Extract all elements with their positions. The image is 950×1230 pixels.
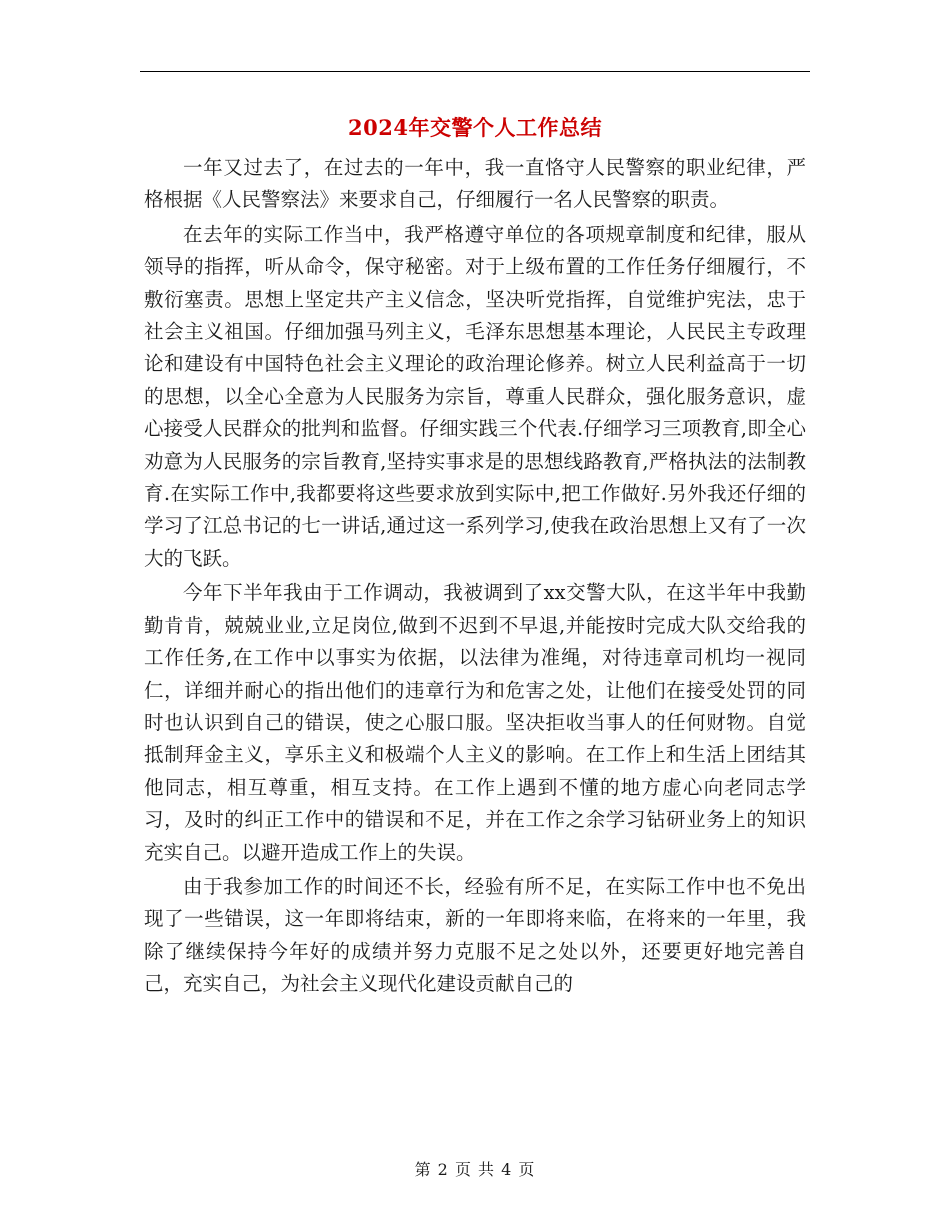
page-number: 第 2 页 共 4 页 — [414, 1160, 536, 1179]
document-body — [144, 152, 806, 1003]
paragraph-4: 由于我参加工作的时间还不长，经验有所不足，在实际工作中也不免出现了一些错误，这一年即将结束，新的一年即将来临，在将来的一年里，我除了继续保持今年好的成绩并努力克服不足之处以外，还要更好地完善自己，充实自己，为社会主义现代化建设贡献自己的 — [144, 874, 806, 996]
document-title: 2024年交警个人工作总结 — [348, 115, 602, 140]
header-rule — [140, 71, 810, 72]
paragraph-2: 在去年的实际工作当中，我严格遵守单位的各项规章制度和纪律，服从领导的指挥，听从命令，保守秘密。对于上级布置的工作任务仔细履行，不敷衍塞责。思想上坚定共产主义信念，坚决听党指挥，自觉维护宪法，忠于社会主义祖国。仔细加强马列主义，毛泽东思想基本理论，人民民主专政理论和建设有中国特色社会主义理论的政治理论修养。树立人民利益高于一切的思想，以全心全意为人民服务为宗旨，尊重人民群众，强化服务意识，虚心接受人民群众的批判和监督。仔细实践三个代表.仔细学习三项教育,即全心劝意为人民服务的宗旨教育,坚持实事求是的思想线路教育,严格执法的法制教育.在实际工作中,我都要将这些要求放到实际中,把工作做好.另外我还仔细的学习了江总书记的七一讲话,通过这一系列学习,使我在政治思想上又有了一次大的飞跃。 — [144, 222, 806, 570]
paragraph-1: 一年又过去了，在过去的一年中，我一直恪守人民警察的职业纪律，严格根据《人民警察法》来要求自己，仔细履行一名人民警察的职责。 — [144, 156, 806, 212]
paragraph-3: 今年下半年我由于工作调动，我被调到了xx交警大队，在这半年中我勤勤肯肯，兢兢业业,立足岗位,做到不迟到不早退,并能按时完成大队交给我的工作任务,在工作中以事实为依据，以法律为准绳，对待违章司机均一视同仁，详细并耐心的指出他们的违章行为和危害之处，让他们在接受处罚的同时也认识到自己的错误，使之心服口服。坚决拒收当事人的任何财物。自觉抵制拜金主义，享乐主义和极端个人主义的影响。在工作上和生活上团结其他同志，相互尊重，相互支持。在工作上遇到不懂的地方虚心向老同志学习，及时的纠正工作中的错误和不足，并在工作之余学习钻研业务上的知识充实自己。以避开造成工作上的失误。 — [144, 581, 806, 864]
